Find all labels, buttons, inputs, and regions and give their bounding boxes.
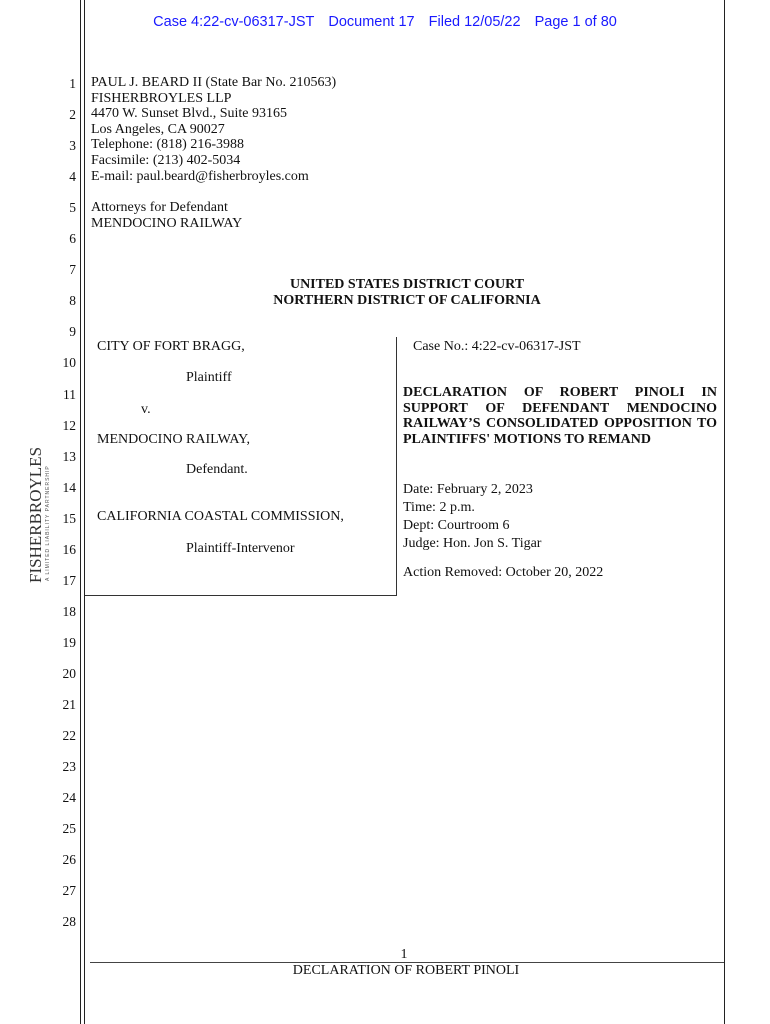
right-margin-rule (724, 0, 725, 1024)
hearing-date: Date: February 2, 2023 (403, 482, 533, 497)
footer-page-number: 1 (400, 947, 408, 962)
attorney-line-firm: FISHERBROYLES LLP (91, 90, 232, 106)
line-number: 13 (62, 448, 76, 464)
line-number: 19 (62, 634, 76, 650)
hearing-dept: Dept: Courtroom 6 (403, 518, 510, 533)
attorneys-for-label: Attorneys for Defendant (91, 200, 228, 215)
declaration-title: DECLARATION OF ROBERT PINOLI IN SUPPORT OF DEFENDANT MENDOCINO RAILWAY’S CONSOLIDATED OPPOSITION TO PLAINTIFFS' MOTIONS TO REMAND (403, 385, 717, 447)
defendant-role: Defendant. (186, 462, 248, 477)
attorney-line-email: E-mail: paul.beard@fisherbroyles.com (91, 168, 309, 184)
line-number: 3 (69, 138, 76, 154)
line-number: 22 (62, 728, 76, 744)
attorney-line-name: PAUL J. BEARD II (State Bar No. 210563) (91, 75, 337, 90)
line-number: 21 (62, 697, 76, 712)
left-margin-rule-inner (84, 0, 85, 1024)
line-number: 15 (62, 510, 76, 526)
attorneys-for-block (91, 200, 242, 231)
logo-tagline: A LIMITED LIABILITY PARTNERSHIP (45, 465, 51, 581)
header-case-number: Case 4:22-cv-06317-JST (153, 14, 315, 30)
hearing-judge: Judge: Hon. Jon S. Tigar (403, 536, 542, 551)
line-number: 7 (69, 262, 76, 278)
caption-divider-rule (396, 337, 397, 596)
line-number: 27 (62, 883, 76, 899)
line-number: 8 (69, 293, 76, 309)
line-number: 20 (62, 666, 76, 681)
attorney-line-city: Los Angeles, CA 90027 (91, 121, 225, 137)
line-number: 12 (62, 417, 76, 433)
line-number: 23 (62, 759, 76, 775)
court-title-line2: NORTHERN DISTRICT OF CALIFORNIA (273, 292, 541, 308)
hearing-time: Time: 2 p.m. (403, 500, 475, 515)
line-number: 5 (69, 200, 76, 216)
line-number: 26 (62, 852, 76, 868)
plaintiff-role: Plaintiff (186, 370, 232, 385)
attorney-line-facsimile: Facsimile: (213) 402-5034 (91, 152, 241, 168)
line-number: 25 (62, 821, 76, 837)
line-number: 24 (62, 790, 76, 806)
attorney-line-address: 4470 W. Sunset Blvd., Suite 93165 (91, 106, 288, 122)
header-page: Page 1 of 80 (534, 14, 617, 30)
fisherbroyles-logo (6, 440, 51, 585)
caption-bottom-rule (85, 595, 397, 596)
logo-name: FISHERBROYLES (26, 446, 45, 583)
line-number: 2 (69, 107, 76, 122)
header-document: Document 17 (328, 14, 415, 30)
defendant-name: MENDOCINO RAILWAY, (97, 432, 250, 447)
line-number: 4 (69, 169, 76, 185)
line-number: 28 (62, 914, 76, 930)
line-number: 14 (62, 479, 76, 495)
hearing-info (403, 481, 541, 553)
attorneys-for-client: MENDOCINO RAILWAY (91, 215, 243, 231)
line-number: 18 (62, 603, 76, 619)
attorney-block (91, 75, 336, 184)
line-number: 11 (63, 386, 76, 402)
line-number: 9 (69, 324, 76, 340)
plaintiff-name: CITY OF FORT BRAGG, (97, 339, 245, 354)
line-number: 10 (62, 355, 76, 371)
versus: v. (141, 402, 151, 417)
court-title (90, 277, 724, 308)
line-number: 1 (69, 76, 76, 91)
header-filed-date: Filed 12/05/22 (428, 14, 521, 30)
line-number: 16 (62, 541, 76, 557)
footer-title: DECLARATION OF ROBERT PINOLI (292, 963, 520, 978)
filing-header (0, 14, 770, 30)
line-number: 6 (69, 231, 76, 247)
case-number: Case No.: 4:22-cv-06317-JST (413, 339, 581, 354)
intervenor-name: CALIFORNIA COASTAL COMMISSION, (97, 509, 344, 524)
attorney-line-telephone: Telephone: (818) 216-3988 (91, 137, 244, 153)
court-title-line1: UNITED STATES DISTRICT COURT (289, 277, 525, 292)
line-number: 17 (62, 572, 76, 588)
intervenor-role: Plaintiff-Intervenor (186, 541, 295, 556)
left-margin-rule-outer (80, 0, 81, 1024)
action-removed: Action Removed: October 20, 2022 (403, 565, 604, 580)
